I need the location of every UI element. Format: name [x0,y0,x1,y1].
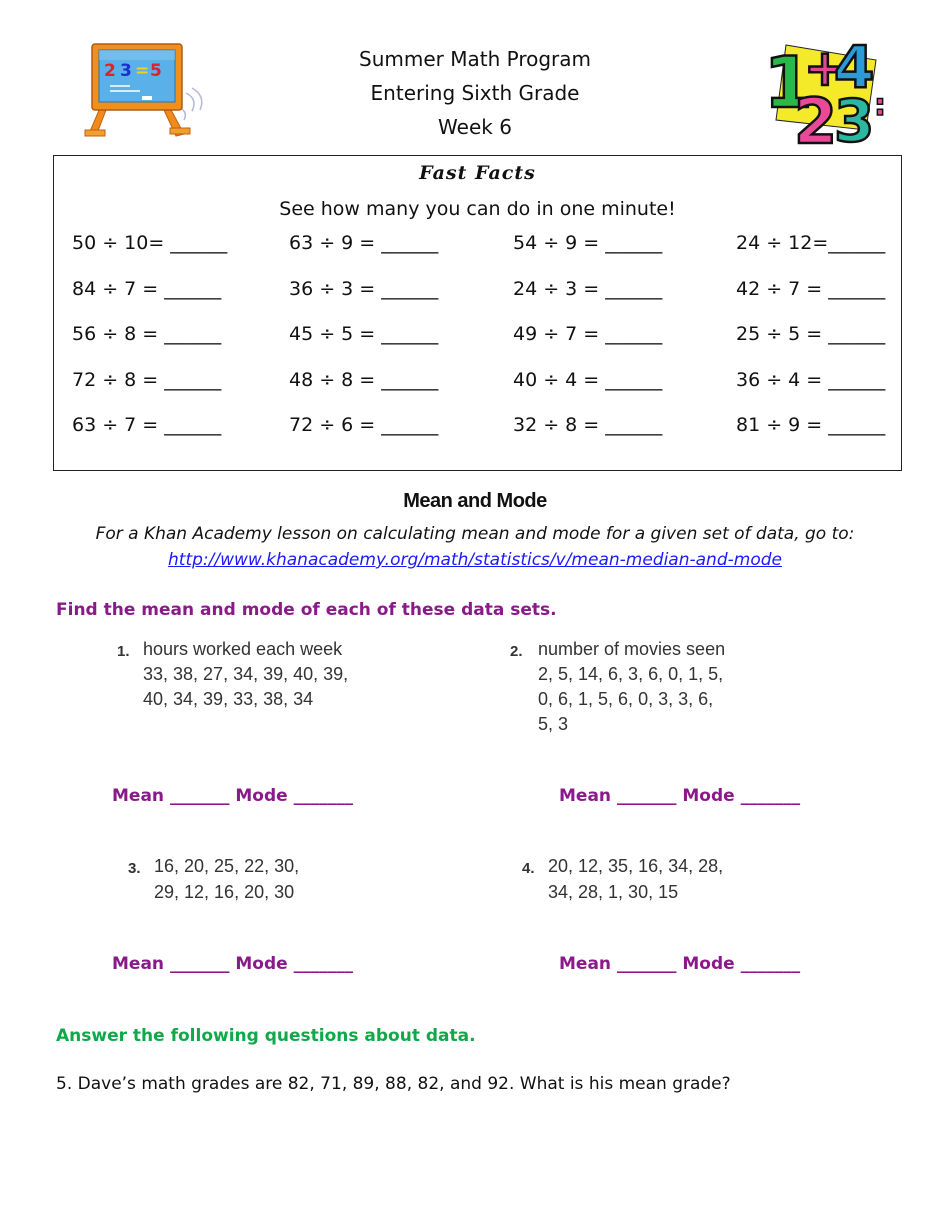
khan-academy-link[interactable]: http://www.khanacademy.org/math/statistics/v/mean-median-and-mode [168,550,782,570]
fast-fact-problem[interactable]: 48 ÷ 8 = ______ [289,369,439,391]
problem-1-answer-blanks[interactable]: Mean _______ Mode _______ [112,786,354,806]
problem-1-data-line: 40, 34, 39, 33, 38, 34 [143,689,314,709]
fast-fact-problem[interactable]: 36 ÷ 4 = ______ [736,369,886,391]
mean-mode-intro: For a Khan Academy lesson on calculating mean and mode for a given set of data, go to: [95,524,855,544]
fast-fact-problem[interactable]: 24 ÷ 3 = ______ [513,278,663,300]
fast-fact-problem[interactable]: 63 ÷ 9 = ______ [289,232,439,254]
fast-fact-problem[interactable]: 49 ÷ 7 = ______ [513,323,663,345]
program-title: Summer Math Program [359,47,591,71]
problem-4-data-line: 34, 28, 1, 30, 15 [548,882,679,902]
fast-fact-problem[interactable]: 56 ÷ 8 = ______ [72,323,222,345]
problem-1-label: hours worked each week [143,639,343,659]
fast-facts-title: Fast Facts [419,162,536,184]
svg-text:+: + [804,39,846,97]
problem-2-data-line: 5, 3 [538,714,569,734]
problem-4-data-line: 20, 12, 35, 16, 34, 28, [548,856,724,876]
fast-fact-problem[interactable]: 45 ÷ 5 = ______ [289,323,439,345]
fast-fact-problem[interactable]: 24 ÷ 12=______ [736,232,886,254]
problem-2-answer-blanks[interactable]: Mean _______ Mode _______ [559,786,801,806]
svg-text:2: 2 [794,85,838,149]
fast-fact-problem[interactable]: 81 ÷ 9 = ______ [736,414,886,436]
fast-fact-problem[interactable]: 25 ÷ 5 = ______ [736,323,886,345]
svg-text:2: 2 [104,61,116,81]
svg-text::: : [874,88,886,123]
fast-fact-problem[interactable]: 50 ÷ 10= ______ [72,232,228,254]
fast-facts-box [53,155,902,471]
fast-facts-subtitle: See how many you can do in one minute! [279,198,676,220]
fast-fact-problem[interactable]: 72 ÷ 6 = ______ [289,414,439,436]
fast-fact-problem[interactable]: 72 ÷ 8 = ______ [72,369,222,391]
fast-fact-problem[interactable]: 40 ÷ 4 = ______ [513,369,663,391]
problem-4-number: 4. [522,860,535,877]
grade-title: Entering Sixth Grade [370,81,580,105]
svg-text:3: 3 [834,87,875,149]
problem-3-data-line: 16, 20, 25, 22, 30, [154,856,300,876]
problem-2-data-line: 2, 5, 14, 6, 3, 6, 0, 1, 5, [538,664,724,684]
problem-1-data-line: 33, 38, 27, 34, 39, 40, 39, [143,664,349,684]
svg-text:3: 3 [120,61,132,81]
problem-2-number: 2. [510,643,523,660]
svg-text:=: = [135,61,150,81]
problem-1-number: 1. [117,643,130,660]
fast-fact-problem[interactable]: 63 ÷ 7 = ______ [72,414,222,436]
problem-2-data-line: 0, 6, 1, 5, 6, 0, 3, 3, 6, [538,689,714,709]
problem-2-label: number of movies seen [538,639,726,659]
data-questions-heading: Answer the following questions about data. [56,1026,476,1046]
fast-fact-problem[interactable]: 84 ÷ 7 = ______ [72,278,222,300]
fast-fact-problem[interactable]: 36 ÷ 3 = ______ [289,278,439,300]
problem-4-answer-blanks[interactable]: Mean _______ Mode _______ [559,954,801,974]
problem-3-answer-blanks[interactable]: Mean _______ Mode _______ [112,954,354,974]
fast-fact-problem[interactable]: 32 ÷ 8 = ______ [513,414,663,436]
problem-3-data-line: 29, 12, 16, 20, 30 [154,882,295,902]
problem-3-number: 3. [128,860,141,877]
numbers-illustration [756,25,896,149]
svg-text:5: 5 [150,61,162,81]
fast-fact-problem[interactable]: 42 ÷ 7 = ______ [736,278,886,300]
svg-text:1: 1 [764,42,813,124]
fast-fact-problem[interactable]: 54 ÷ 9 = ______ [513,232,663,254]
question-5: 5. Dave’s math grades are 82, 71, 89, 88, 82, and 92. What is his mean grade? [56,1074,731,1094]
svg-text:4: 4 [834,33,875,101]
mean-mode-title: Mean and Mode [403,490,547,512]
week-title: Week 6 [438,115,512,139]
mean-mode-instruction: Find the mean and mode of each of these data sets. [56,600,557,620]
